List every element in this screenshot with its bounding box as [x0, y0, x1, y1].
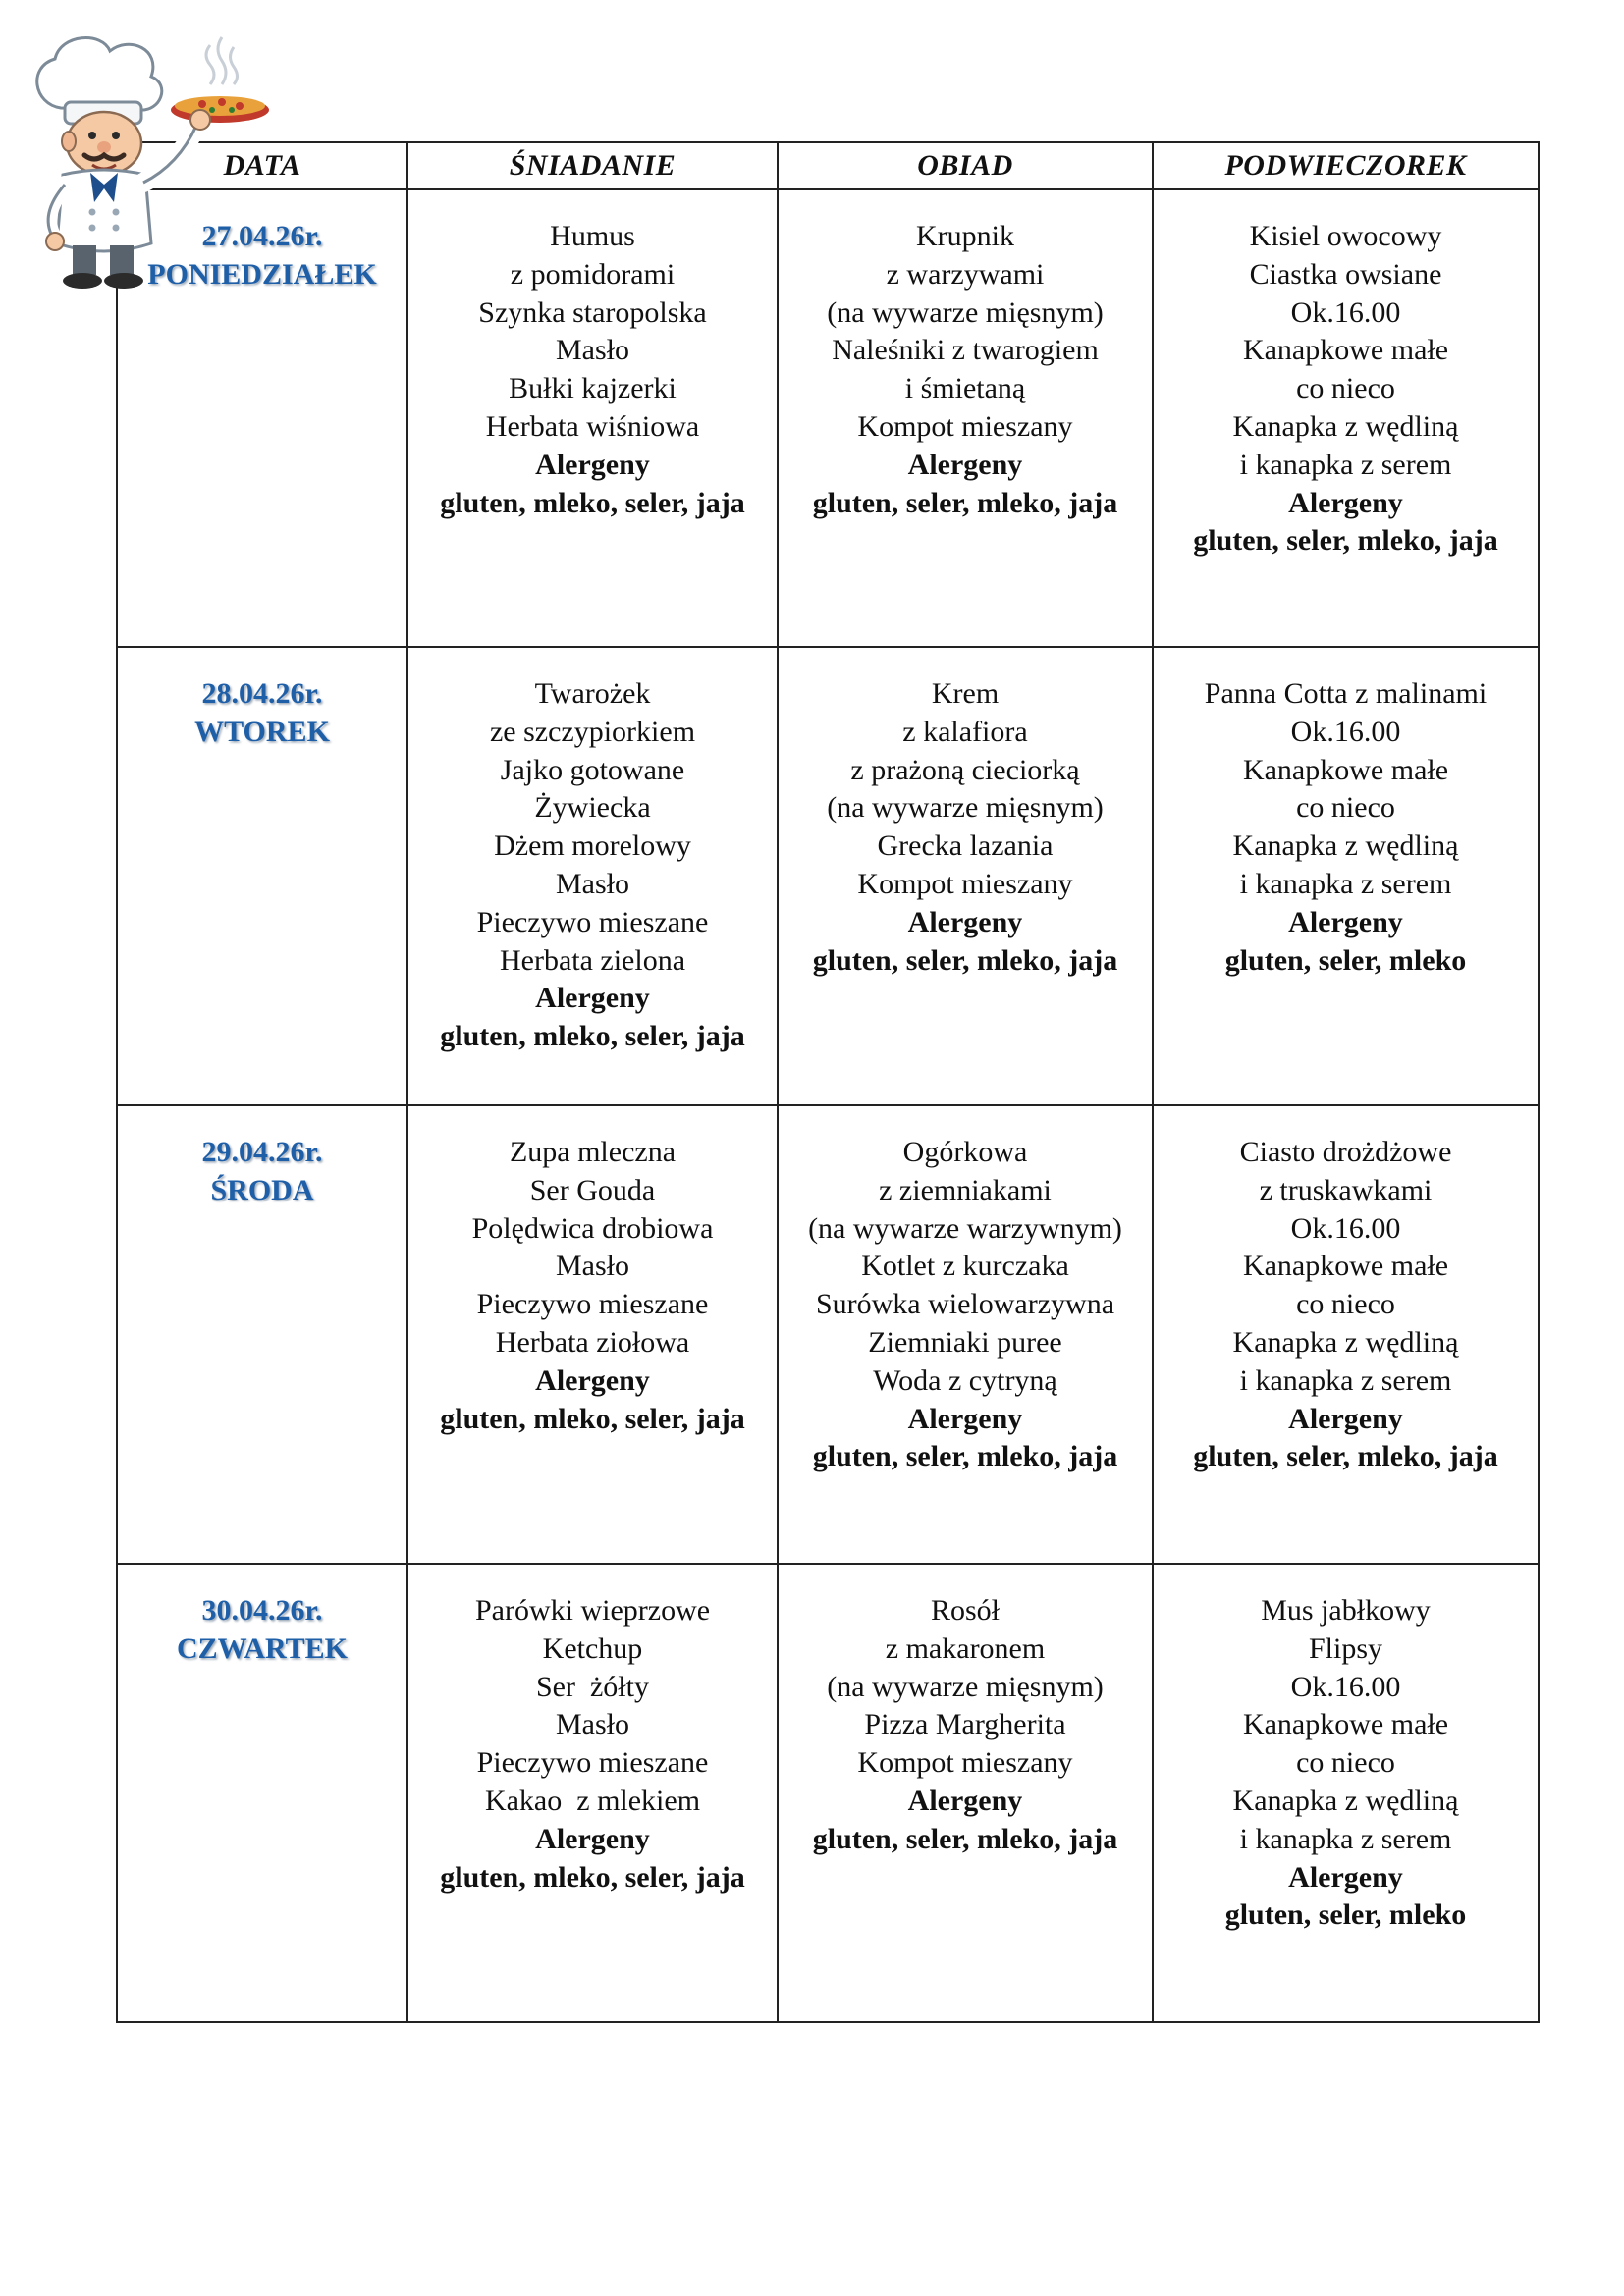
menu-item: Flipsy — [1308, 1631, 1383, 1665]
header-data: DATA — [117, 142, 407, 189]
menu-item: Ok.16.00 — [1290, 715, 1401, 748]
menu-item: z truskawkami — [1259, 1173, 1433, 1206]
table-row — [117, 189, 1539, 647]
allergens-list: gluten, mleko, seler, jaja — [440, 1860, 745, 1894]
menu-item: (na wywarze mięsnym) — [827, 295, 1104, 329]
date-cell — [117, 647, 407, 1105]
day-name: CZWARTEK — [177, 1631, 348, 1665]
allergens-label: Alergeny — [1288, 905, 1403, 938]
day-name: WTOREK — [194, 715, 330, 748]
menu-item: ze szczypiorkiem — [489, 715, 696, 748]
menu-item: Kompot mieszany — [857, 867, 1073, 900]
allergens-list: gluten, seler, mleko, jaja — [1193, 1440, 1498, 1473]
allergens-list: gluten, seler, mleko, jaja — [812, 1440, 1118, 1473]
menu-item: Rosół — [930, 1594, 1001, 1627]
menu-item: Polędwica drobiowa — [471, 1211, 714, 1245]
menu-item: Ziemniaki puree — [868, 1325, 1062, 1359]
menu-item: z ziemniakami — [879, 1173, 1052, 1206]
allergens-label: Alergeny — [535, 982, 650, 1015]
menu-item: Kotlet z kurczaka — [861, 1250, 1069, 1283]
menu-item: Twarożek — [534, 677, 651, 710]
date-text: 28.04.26r. — [201, 677, 323, 710]
menu-item: co nieco — [1296, 1288, 1395, 1321]
menu-item: co nieco — [1296, 372, 1395, 405]
menu-item: Pieczywo mieszane — [476, 1746, 709, 1780]
menu-item: Masło — [556, 1708, 629, 1741]
menu-item: Masło — [556, 334, 629, 367]
chef-icon — [14, 27, 269, 293]
podwieczorek-cell — [1153, 647, 1539, 1105]
allergens-list: gluten, seler, mleko — [1224, 1898, 1467, 1932]
menu-item: z warzywami — [886, 257, 1045, 291]
menu-item: Pieczywo mieszane — [476, 1288, 709, 1321]
allergens-label: Alergeny — [907, 448, 1023, 481]
allergens-label: Alergeny — [907, 1402, 1023, 1435]
menu-item: Bułki kajzerki — [509, 372, 677, 405]
menu-item: Ser żółty — [536, 1670, 649, 1703]
menu-item: Surówka wielowarzywna — [815, 1288, 1115, 1321]
sniadanie-cell — [407, 1105, 778, 1564]
date-text: 30.04.26r. — [201, 1594, 323, 1627]
date-cell — [117, 1564, 407, 2022]
menu-item: Ogórkowa — [902, 1136, 1028, 1168]
obiad-cell — [778, 189, 1153, 647]
menu-item: Zupa mleczna — [509, 1136, 677, 1168]
menu-item: Panna Cotta z malinami — [1204, 677, 1488, 710]
menu-item: Humus — [550, 220, 635, 252]
menu-item: i śmietaną — [904, 372, 1026, 405]
menu-item: i kanapka z serem — [1239, 1363, 1452, 1397]
allergens-list: gluten, seler, mleko, jaja — [812, 1822, 1118, 1855]
menu-table — [116, 141, 1540, 2023]
day-name: PONIEDZIAŁEK — [147, 257, 377, 291]
sniadanie-cell — [407, 647, 778, 1105]
date-cell — [117, 1105, 407, 1564]
obiad-cell — [778, 1105, 1153, 1564]
menu-item: Herbata ziołowa — [495, 1325, 690, 1359]
allergens-label: Alergeny — [1288, 486, 1403, 519]
allergens-label: Alergeny — [535, 1822, 650, 1855]
allergens-list: gluten, mleko, seler, jaja — [440, 1020, 745, 1053]
allergens-list: gluten, seler, mleko — [1224, 943, 1467, 977]
allergens-label: Alergeny — [1288, 1860, 1403, 1894]
menu-item: Ser Gouda — [529, 1173, 656, 1206]
menu-item: Kompot mieszany — [857, 1746, 1073, 1780]
menu-item: Szynka staropolska — [478, 295, 707, 329]
allergens-list: gluten, mleko, seler, jaja — [440, 486, 745, 519]
menu-item: Pizza Margherita — [864, 1708, 1066, 1741]
menu-item: Kisiel owocowy — [1249, 220, 1442, 252]
menu-item: Dżem morelowy — [494, 829, 691, 863]
menu-item: z makaronem — [885, 1631, 1046, 1665]
table-row — [117, 1105, 1539, 1564]
menu-item: (na wywarze warzywnym) — [808, 1211, 1122, 1245]
menu-item: i kanapka z serem — [1239, 1822, 1452, 1855]
menu-item: z pomidorami — [510, 257, 676, 291]
menu-item: Ciastka owsiane — [1249, 257, 1442, 291]
menu-item: Krem — [931, 677, 1000, 710]
menu-item: Kanapka z wędliną — [1232, 1325, 1459, 1359]
header-sniadanie: ŚNIADANIE — [407, 142, 778, 189]
menu-item: Kanapka z wędliną — [1232, 829, 1459, 863]
sniadanie-cell — [407, 1564, 778, 2022]
menu-item: Woda z cytryną — [873, 1363, 1057, 1397]
menu-item: Herbata wiśniowa — [485, 409, 700, 443]
menu-item: (na wywarze mięsnym) — [827, 1670, 1104, 1703]
allergens-label: Alergeny — [1288, 1402, 1403, 1435]
menu-item: Kanapka z wędliną — [1232, 409, 1459, 443]
table-row — [117, 1564, 1539, 2022]
menu-item: z prażoną cieciorką — [850, 753, 1080, 786]
allergens-list: gluten, seler, mleko, jaja — [1193, 524, 1498, 558]
header-obiad: OBIAD — [778, 142, 1153, 189]
podwieczorek-cell — [1153, 1105, 1539, 1564]
table-row — [117, 647, 1539, 1105]
menu-item: Parówki wieprzowe — [474, 1594, 711, 1627]
menu-item: Jajko gotowane — [500, 753, 685, 786]
menu-item: Kompot mieszany — [857, 409, 1073, 443]
date-text: 27.04.26r. — [201, 220, 323, 252]
podwieczorek-cell — [1153, 189, 1539, 647]
allergens-list: gluten, seler, mleko, jaja — [812, 943, 1118, 977]
menu-item: Kanapkowe małe — [1242, 334, 1449, 367]
menu-item: Kanapkowe małe — [1242, 753, 1449, 786]
menu-item: co nieco — [1296, 791, 1395, 825]
menu-item: Masło — [556, 1250, 629, 1283]
allergens-label: Alergeny — [907, 905, 1023, 938]
menu-item: Naleśniki z twarogiem — [832, 334, 1099, 367]
header-podwieczorek: PODWIECZOREK — [1153, 142, 1539, 189]
menu-item: Grecka lazania — [877, 829, 1054, 863]
day-name: ŚRODA — [210, 1173, 314, 1206]
menu-item: Kanapkowe małe — [1242, 1250, 1449, 1283]
menu-item: i kanapka z serem — [1239, 867, 1452, 900]
menu-item: Pieczywo mieszane — [476, 905, 709, 938]
allergens-label: Alergeny — [535, 448, 650, 481]
obiad-cell — [778, 647, 1153, 1105]
menu-item: Kakao z mlekiem — [484, 1784, 701, 1817]
menu-item: (na wywarze mięsnym) — [827, 791, 1104, 825]
menu-item: Masło — [556, 867, 629, 900]
sniadanie-cell — [407, 189, 778, 647]
menu-item: Ok.16.00 — [1290, 1670, 1401, 1703]
menu-item: Kanapkowe małe — [1242, 1708, 1449, 1741]
menu-item: Ketchup — [542, 1631, 643, 1665]
menu-item: co nieco — [1296, 1746, 1395, 1780]
menu-item: Żywiecka — [534, 791, 651, 825]
obiad-cell — [778, 1564, 1153, 2022]
menu-item: Ciasto drożdżowe — [1239, 1136, 1452, 1168]
podwieczorek-cell — [1153, 1564, 1539, 2022]
menu-item: Krupnik — [916, 220, 1014, 252]
menu-item: i kanapka z serem — [1239, 448, 1452, 481]
menu-item: Mus jabłkowy — [1261, 1594, 1431, 1627]
allergens-list: gluten, seler, mleko, jaja — [812, 486, 1118, 519]
header-row — [117, 142, 1539, 189]
menu-item: Ok.16.00 — [1290, 295, 1401, 329]
allergens-list: gluten, mleko, seler, jaja — [440, 1402, 745, 1435]
menu-item: Herbata zielona — [499, 943, 686, 977]
menu-item: Kanapka z wędliną — [1232, 1784, 1459, 1817]
allergens-label: Alergeny — [907, 1784, 1023, 1817]
allergens-label: Alergeny — [535, 1363, 650, 1397]
menu-item: Ok.16.00 — [1290, 1211, 1401, 1245]
menu-item: z kalafiora — [902, 715, 1028, 748]
date-text: 29.04.26r. — [201, 1136, 323, 1168]
